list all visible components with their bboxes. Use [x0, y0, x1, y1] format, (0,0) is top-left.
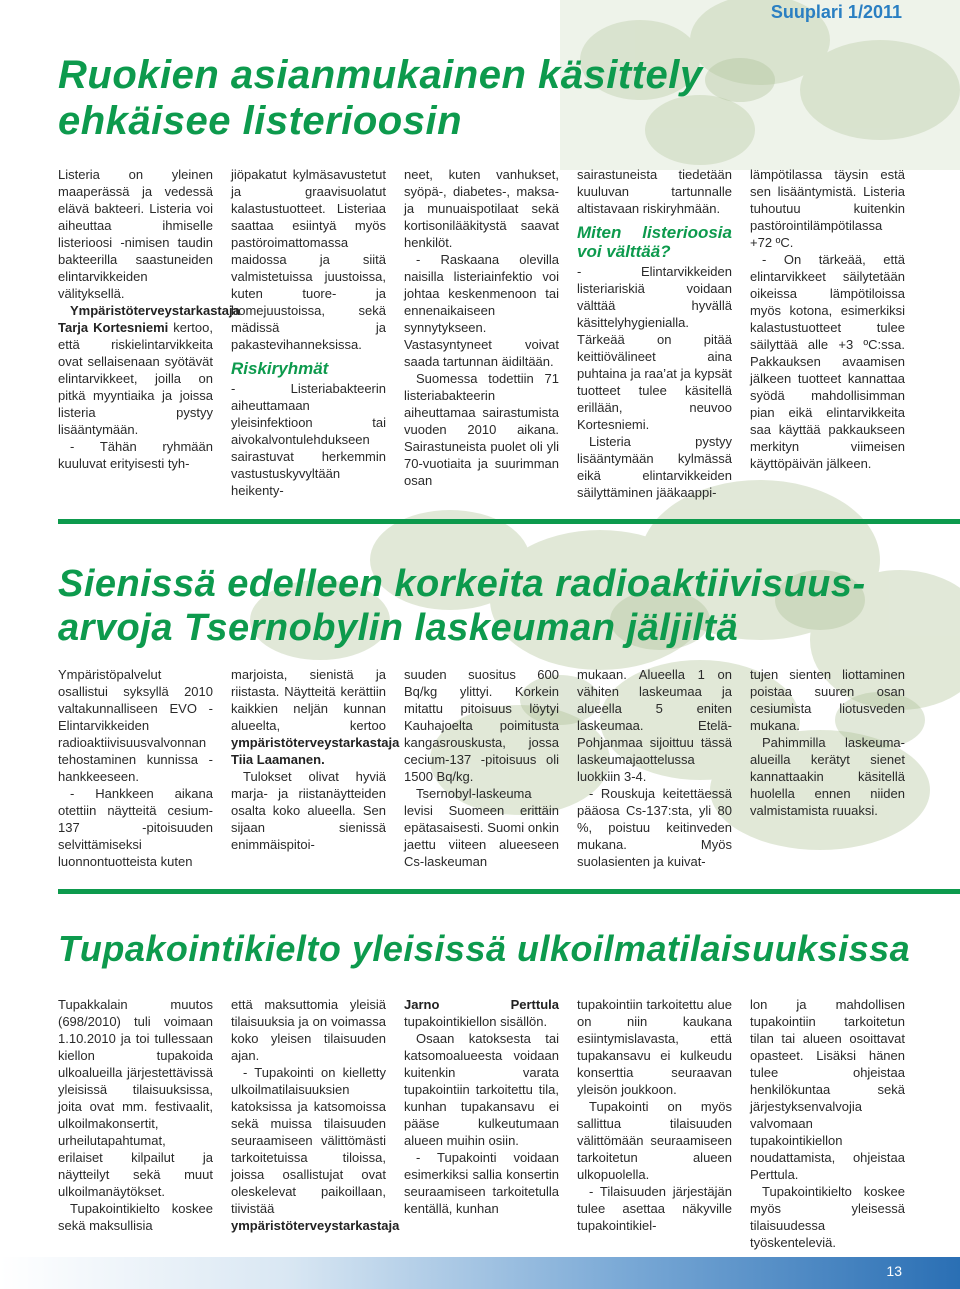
section-divider	[58, 889, 960, 894]
paragraph: Suomessa todettiin 71 listeriabakteerin aiheuttamaa sairastumista vuoden 2010 aikana. Sairastuneista puolet oli yli 70-vuotiaita ja suurimman osan	[404, 371, 559, 488]
paragraph: Tupakointikielto koskee sekä maksullisia	[58, 1201, 213, 1233]
paragraph-text: marjoista, sienistä ja riistasta. Näytteitä kerättiin kaikkien neljän kunnan alueelta, kertoo	[231, 667, 386, 733]
paragraph: Ympäristöpalvelut osallistui syksyllä 2010 valtakunnalliseen EVO - Elintarvikkeiden radioaktiivisuusvalvonnan tehostaminen kunnissa -hankkeeseen.	[58, 667, 213, 784]
paragraph: - Raskaana olevilla naisilla listeriainfektio voi johtaa keskenmenoon tai ennenaikaiseen synnytykseen. Vastasyntyneet voivat saada tartunnan äidiltään.	[404, 252, 559, 369]
article1-col2	[231, 166, 386, 501]
paragraph: lon ja mahdollisen tupakointiin tarkoitetun tilan tai alueen osoittavat opasteet. Lisäksi hänen tulee ohjeistaa henkilökuntaa sekä järjestyksenvalvojia valvomaan tupakointikiellon noudattamista, ohjeistaa Perttula.	[750, 997, 905, 1182]
paragraph: neet, kuten vanhukset, syöpä-, diabetes-, maksa- ja munuaispotilaat sekä kortisonilääkitystä saavat henkilöt.	[404, 167, 559, 250]
paragraph-text: - Tupakointi on kielletty ulkoilmatilaisuuksien katoksissa ja katsomoissa sekä muissa tilaisuuden seuraamiseen välittömästi tarkoitetuissa tiloissa, joissa osallistujat ovat oleskelevat paikoillaan, tiivistää	[231, 1065, 386, 1216]
footer-bar	[0, 1257, 960, 1289]
issue-header: Suuplari 1/2011	[770, 2, 902, 22]
article2-columns	[58, 666, 910, 870]
subheading-riskiryhmat: Riskiryhmät	[231, 359, 329, 378]
article3-col4	[577, 996, 732, 1251]
article1-col1	[58, 166, 240, 501]
paragraph: - Hankkeen aikana otettiin näytteitä cesium-137 -pitoisuuden selvittämiseksi luonnontuotteista kuten	[58, 786, 213, 869]
paragraph: Tsernobyl-laskeuma levisi Suomeen erittäin epätasaisesti. Suomi onkin jaettu viiteen alueeseen Cs-laskeuman	[404, 786, 559, 869]
article1-col3	[404, 166, 559, 501]
article1-col5	[750, 166, 905, 501]
article3-col2	[231, 996, 400, 1251]
paragraph	[231, 666, 400, 768]
article3-col1	[58, 996, 213, 1251]
paragraph: suuden suositus 600 Bq/kg ylittyi. Korkein mitattu pitoisuus löytyi Kauhajoelta poimitusta kangasrouskusta, jossa cecium-137 -pitoisuus oli 1500 Bq/kg.	[404, 667, 559, 784]
paragraph	[58, 302, 240, 438]
paragraph: Tupakkalain muutos (698/2010) tuli voimaan 1.10.2010 ja toi tullessaan kiellon tupakoida ulkoalueilla järjestettävissä yleisissä tilaisuuksissa, joita ovat mm. festivaalit, ulkoilmakonsertit, urheilutapahtumat, erilaiset kilpailut ja näytteilyt sekä muut ulkoilmanäytökset.	[58, 997, 213, 1199]
paragraph: - Tupakointi voidaan esimerkiksi sallia konsertin seuraamiseen tarkoitetulla kentällä, kunhan	[404, 1150, 559, 1216]
person-name: ympäristöterveystarkastaja Tiia Laamanen.	[231, 735, 400, 767]
paragraph: - Tähän ryhmään kuuluvat erityisesti tyh-	[58, 439, 213, 471]
paragraph: jiöpakatut kylmäsavustetut ja graavisuolatut kalastustuotteet. Listeriaa saattaa esiintyä myös pastöroimattomassa maidossa ja siitä valmistetuissa juustoissa, kuten tuore- ja homejuustoissa, sekä mädissä ja pakastevihanneksissa.	[231, 167, 386, 352]
paragraph	[404, 996, 559, 1030]
section-divider	[58, 519, 960, 524]
article1-title-line2: ehkäisee listerioosin	[58, 99, 463, 143]
article2-title-line1: Sienissä edelleen korkeita radioaktiivisuus-	[58, 563, 866, 605]
article2-col4	[577, 666, 732, 870]
article2-col1	[58, 666, 213, 870]
paragraph: - Listeriabakteerin aiheuttamaan yleisinfektioon tai aivokalvontulehdukseen sairastuvat herkemmin vastustuskyvyltään heikenty-	[231, 381, 386, 498]
paragraph-text: tupakointikiellon sisällön.	[404, 1014, 548, 1029]
paragraph: - Tilaisuuden järjestäjän tulee asettaa näkyville tupakointikiel-	[577, 1184, 732, 1233]
paragraph: Listeria pystyy lisääntymään kylmässä eikä elintarvikkeiden säilyttäminen jääkaappi-	[577, 434, 732, 500]
article2-col2	[231, 666, 400, 870]
paragraph-text: kertoo, että riskielintarvikkeita ovat sellaisenaan syötävät elintarvikkeet, joilla on pitkä myyntiaika ja joissa listeria pystyy lisääntymään.	[58, 320, 213, 437]
paragraph: mukaan. Alueella 1 on vähiten laskeumaa ja alueella 5 eniten laskeumaa. Etelä-Pohjanmaa sijoittuu tässä laskeumajaottelussa luokkiin 3-4.	[577, 667, 732, 784]
paragraph	[231, 1064, 400, 1234]
paragraph: - Rouskuja keitettäessä pääosa Cs-137:sta, yli 80 %, poistuu keitinveden mukana. Myös suolasienten ja kuivat-	[577, 786, 732, 869]
article2-col5	[750, 666, 905, 870]
article2-title	[58, 562, 866, 650]
paragraph: Osaan katoksesta tai katsomoalueesta voidaan kuitenkin varata tupakointiin tarkoitettu tila, kunhan tupakansavu ei pääse kulkeutumaan alueen muihin osiin.	[404, 1031, 559, 1148]
job-title: ympäristöterveystarkastaja	[231, 1218, 400, 1233]
article1-title	[58, 52, 703, 144]
paragraph: tujen sienten liottaminen poistaa suuren osan cesiumista liotusveden mukana.	[750, 667, 905, 733]
paragraph: sairastuneista tiedetään kuuluvan tartunnalle altistavaan riskiryhmään.	[577, 167, 732, 216]
paragraph: Tupakointikielto koskee myös yleisessä tilaisuudessa työskenteleviä.	[750, 1184, 905, 1250]
article2-title-line2: arvoja Tsernobylin laskeuman jäljiltä	[58, 607, 739, 649]
paragraph: Tupakointi on myös sallittua tilaisuuden välittömään seuraamiseen tarkoitetun alueen ulkopuolella.	[577, 1099, 732, 1182]
paragraph: Tulokset olivat hyviä marja- ja riistanäytteiden osalta koko alueella. Sen sijaan sienissä enimmäispitoi-	[231, 769, 386, 852]
paragraph: että maksuttomia yleisiä tilaisuuksia ja on voimassa koko yleisen tilaisuuden ajan.	[231, 997, 386, 1063]
article1-columns	[58, 166, 910, 501]
article1-title-line1: Ruokien asianmukainen käsittely	[58, 53, 703, 97]
paragraph: tupakointiin tarkoitettu alue on niin kaukana esiintymislavasta, että tupakansavu ei kulkeudu konserttia seuraavan yleisön joukkoon.	[577, 997, 732, 1097]
article3-columns	[58, 996, 910, 1251]
paragraph: - On tärkeää, että elintarvikkeet säilytetään oikeissa lämpötiloissa myös kotona, esimerkiksi kalastustuotteet tulee säilyttää alle +3 ºC:ssa. Pakkauksen avaamisen jälkeen tuotteet kannattaa syödä mahdollisimman pian eikä elintarvikkeita saa käyttää pakkaukseen merkityn viimeisen käyttöpäivän jälkeen.	[750, 252, 905, 471]
page-number: 13	[886, 1263, 902, 1279]
paragraph: - Elintarvikkeiden listeriariskiä voidaan välttää hyvällä käsittelyhygienialla. Tärkeää on pitää keittiövälineet aina puhtaina ja raa’at ja kypsät tuotteet tulee käsitellä erillään, neuvoo Kortesniemi.	[577, 264, 732, 432]
article1-col4	[577, 166, 732, 501]
person-name: Jarno Perttula	[404, 997, 559, 1012]
paragraph: Listeria on yleinen maaperässä ja vedessä elävä bakteeri. Listeria voi aiheuttaa ihmiselle listerioosi -nimisen taudin bakteerilla saastuneiden elintarvikkeiden välityksellä.	[58, 167, 213, 301]
article3-col5	[750, 996, 905, 1251]
article3-title: Tupakointikielto yleisissä ulkoilmatilaisuuksissa	[58, 928, 911, 969]
person-name: Ympäristöterveystarkastaja Tarja Kortesniemi	[58, 303, 240, 335]
article3-col3	[404, 996, 559, 1251]
paragraph: Pahimmilla laskeuma-alueilla kerätyt sienet kannattaakin käsitellä huolella ennen niiden valmistamista ruuaksi.	[750, 735, 905, 818]
article2-col3	[404, 666, 559, 870]
paragraph: lämpötilassa täysin estä sen lisääntymistä. Listeria tuhoutuu kuitenkin pastörointilämpötilassa +72 ºC.	[750, 167, 905, 250]
subheading-miten-listerioosia: Miten listerioosia voi välttää?	[577, 223, 732, 261]
